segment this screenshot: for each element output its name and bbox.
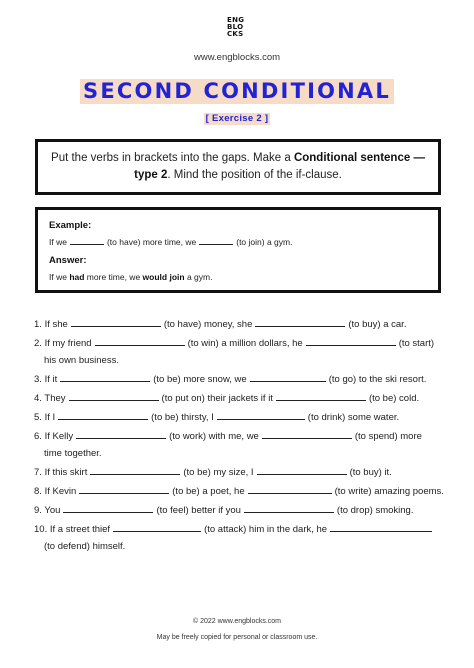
exercise-item	[34, 503, 444, 517]
page-title: SECOND CONDITIONAL	[80, 79, 394, 104]
item-text: If she	[44, 319, 68, 330]
exercise-item	[34, 372, 444, 386]
instructions-box	[35, 139, 441, 195]
answer-blank[interactable]	[244, 503, 334, 513]
item-text: If my friend	[44, 338, 92, 349]
exercise-item	[34, 465, 444, 479]
item-text: (to buy) it.	[349, 467, 392, 478]
example-label: Example:	[49, 220, 92, 231]
item-text: (to be) thirsty, I	[151, 412, 214, 423]
answer-bold: had	[69, 272, 85, 282]
exercise-item	[34, 484, 444, 498]
item-number: 10.	[34, 524, 48, 535]
answer-blank[interactable]	[257, 465, 347, 475]
answer-text: a gym.	[184, 272, 213, 282]
item-text: (to start)	[398, 338, 435, 349]
answer-blank[interactable]	[255, 317, 345, 327]
instructions-text-1: Put the verbs in brackets into the gaps. Make a	[51, 152, 294, 164]
item-text: You	[44, 505, 61, 516]
answer-bold: would join	[142, 272, 185, 282]
example-blank	[199, 236, 233, 245]
exercise-item	[34, 336, 444, 367]
item-text: (to be) more snow, we	[153, 374, 247, 385]
answer-blank[interactable]	[60, 372, 150, 382]
item-continuation: his own business.	[44, 355, 119, 366]
answer-blank[interactable]	[217, 410, 305, 420]
exercise-subtitle: [ Exercise 2 ]	[205, 113, 269, 124]
answer-label: Answer:	[49, 255, 87, 266]
item-number: 5.	[34, 412, 42, 423]
example-text: (to join) a gym.	[236, 237, 293, 247]
logo-line: ENG	[227, 16, 245, 24]
item-continuation: time together.	[44, 448, 102, 459]
item-text: (to attack) him in the dark, he	[204, 524, 328, 535]
answer-blank[interactable]	[306, 336, 396, 346]
item-number: 4.	[34, 393, 42, 404]
item-number: 1.	[34, 319, 42, 330]
answer-blank[interactable]	[113, 522, 201, 532]
footer-copyright: © 2022 www.engblocks.com	[192, 618, 282, 625]
answer-blank[interactable]	[250, 372, 326, 382]
item-text: (to put on) their jackets if it	[161, 393, 273, 404]
answer-blank[interactable]	[69, 391, 159, 401]
item-text: They	[44, 393, 66, 404]
example-sentence	[49, 236, 427, 248]
instructions-text-2: . Mind the position of the if-clause.	[167, 169, 342, 181]
item-text: (to buy) a car.	[348, 319, 407, 330]
site-url[interactable]: www.engblocks.com	[193, 52, 281, 63]
footer-note: May be freely copied for personal or classroom use.	[156, 634, 318, 641]
answer-blank[interactable]	[248, 484, 332, 494]
answer-blank[interactable]	[262, 429, 352, 439]
answer-blank[interactable]	[79, 484, 169, 494]
answer-blank[interactable]	[71, 317, 161, 327]
answer-text: If we	[49, 272, 70, 282]
item-text: (to be) cold.	[368, 393, 420, 404]
answer-blank[interactable]	[90, 465, 180, 475]
instructions-bold: Conditional sentence — type 2	[134, 152, 425, 181]
item-text: (to go) to the ski resort.	[328, 374, 427, 385]
item-number: 6.	[34, 431, 42, 442]
exercise-list	[34, 317, 444, 558]
logo-line: BLO	[227, 23, 244, 31]
answer-blank[interactable]	[58, 410, 148, 420]
item-text: (to feel) better if you	[156, 505, 241, 516]
item-text: (to drink) some water.	[307, 412, 400, 423]
item-number: 3.	[34, 374, 42, 385]
example-text: If we	[49, 237, 67, 247]
item-number: 7.	[34, 467, 42, 478]
item-text: If Kevin	[44, 486, 77, 497]
example-text: (to have) more time, we	[106, 237, 197, 247]
item-number: 2.	[34, 338, 42, 349]
item-continuation: (to defend) himself.	[44, 541, 126, 552]
answer-blank[interactable]	[76, 429, 166, 439]
exercise-item	[34, 317, 444, 331]
exercise-item	[34, 522, 444, 553]
item-text: If Kelly	[44, 431, 74, 442]
answer-sentence	[49, 271, 427, 283]
item-number: 9.	[34, 505, 42, 516]
item-text: If this skirt	[44, 467, 88, 478]
answer-blank[interactable]	[276, 391, 366, 401]
logo-line: CKS	[227, 30, 244, 38]
item-text: (to have) money, she	[163, 319, 253, 330]
exercise-item	[34, 391, 444, 405]
item-text: (to be) a poet, he	[172, 486, 245, 497]
example-box	[35, 207, 441, 293]
exercise-item	[34, 410, 444, 424]
answer-text: more time, we	[84, 272, 143, 282]
item-text: If a street thief	[49, 524, 111, 535]
item-text: (to be) my size, I	[183, 467, 254, 478]
item-text: (to write) amazing poems.	[334, 486, 444, 497]
item-text: (to win) a million dollars, he	[187, 338, 303, 349]
item-text: If it	[44, 374, 58, 385]
answer-blank[interactable]	[63, 503, 153, 513]
engblocks-logo	[227, 17, 249, 38]
answer-blank[interactable]	[330, 522, 432, 532]
item-text: (to work) with me, we	[169, 431, 259, 442]
item-number: 8.	[34, 486, 42, 497]
item-text: (to spend) more	[354, 431, 422, 442]
exercise-item	[34, 429, 444, 460]
example-blank	[70, 236, 104, 245]
item-text: If I	[44, 412, 56, 423]
answer-blank[interactable]	[95, 336, 185, 346]
item-text: (to drop) smoking.	[336, 505, 414, 516]
